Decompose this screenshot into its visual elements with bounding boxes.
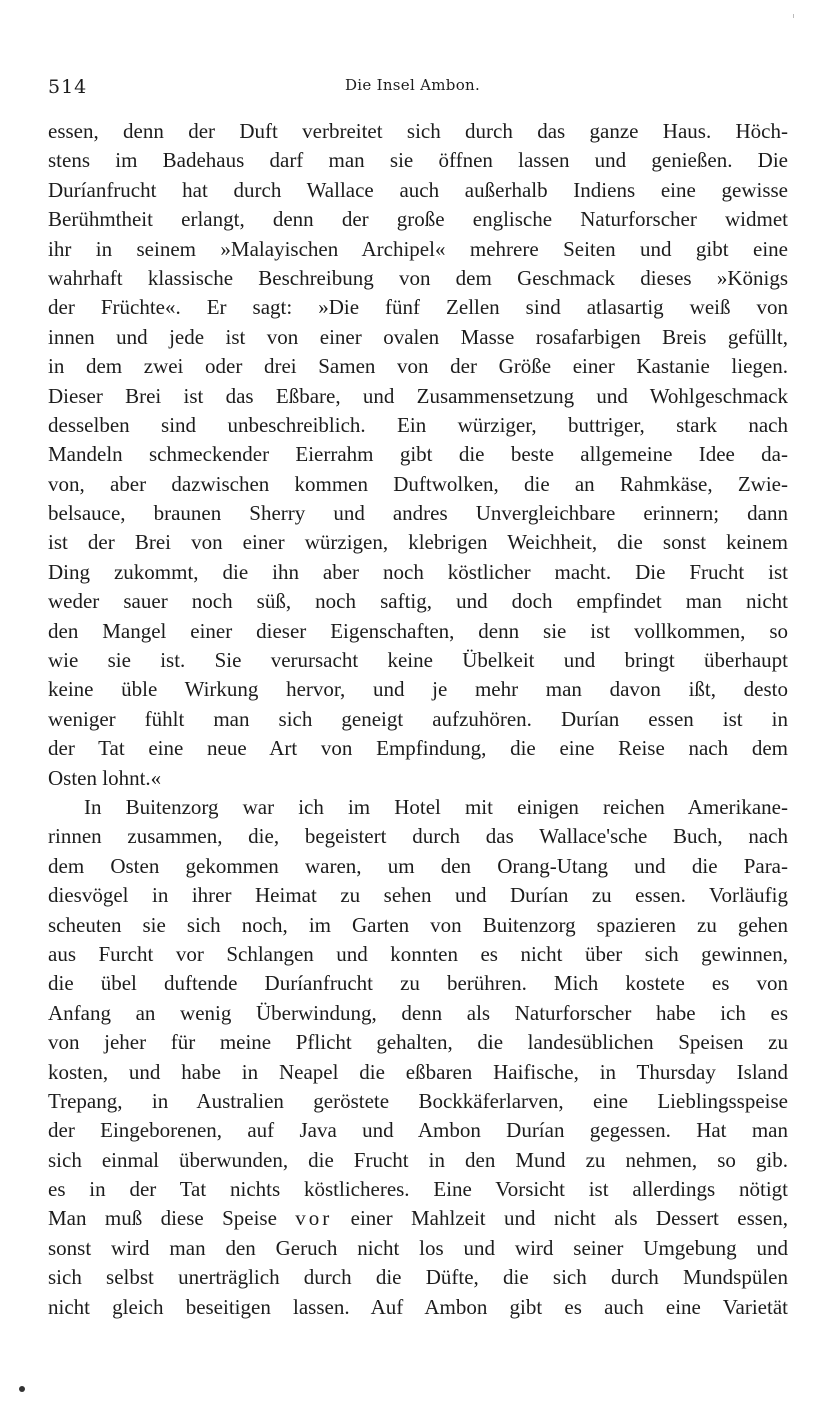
text-line: sich einmal überwunden, die Frucht in den Mund zu nehmen, so gib.	[48, 1147, 788, 1172]
text-segment: einer Mahlzeit und nicht als Dessert essen,	[332, 1206, 788, 1231]
text-line: von jeher für meine Pflicht gehalten, die landesüblichen Speisen zu	[48, 1030, 788, 1055]
text-line: die übel duftende Duríanfrucht zu berühren. Mich kostete es von	[48, 971, 788, 996]
text-line: Anfang an wenig Überwindung, denn als Naturforscher habe ich es	[48, 1000, 788, 1025]
text-line	[48, 1204, 788, 1233]
text-line: aus Furcht vor Schlangen und konnten es nicht über sich gewinnen,	[48, 941, 788, 966]
body-text	[48, 117, 788, 1322]
text-line: nicht gleich beseitigen lassen. Auf Ambon gibt es auch eine Varietät	[48, 1294, 788, 1319]
text-line: in dem zwei oder drei Samen von der Größe einer Kastanie liegen.	[48, 354, 788, 379]
emphasized-word: vor	[295, 1206, 333, 1231]
text-line: sonst wird man den Geruch nicht los und wird seiner Umgebung und	[48, 1235, 788, 1260]
text-line: Osten lohnt.«	[48, 765, 162, 790]
text-line: weniger fühlt man sich geneigt aufzuhören. Durían essen ist in	[48, 706, 788, 731]
scan-speck	[19, 1386, 25, 1392]
text-line: Ding zukommt, die ihn aber noch köstlicher macht. Die Frucht ist	[48, 559, 788, 584]
text-line: Mandeln schmeckender Eierrahm gibt die beste allgemeine Idee da-	[48, 442, 788, 467]
scan-mark	[793, 14, 794, 18]
text-line: Berühmtheit erlangt, denn der große englische Naturforscher widmet	[48, 207, 788, 232]
text-line: der Früchte«. Er sagt: »Die fünf Zellen sind atlasartig weiß von	[48, 295, 788, 320]
text-line: wie sie ist. Sie verursacht keine Übelkeit und bringt überhaupt	[48, 648, 788, 673]
text-line: essen, denn der Duft verbreitet sich durch das ganze Haus. Höch-	[48, 119, 788, 143]
text-line: desselben sind unbeschreiblich. Ein würziger, buttriger, stark nach	[48, 412, 788, 437]
text-line: belsauce, braunen Sherry und andres Unvergleichbare erinnern; dann	[48, 501, 788, 526]
text-line: stens im Badehaus darf man sie öffnen lassen und genießen. Die	[48, 148, 788, 173]
text-line: Trepang, in Australien geröstete Bockkäferlarven, eine Lieblingsspeise	[48, 1088, 788, 1113]
text-line: Dieser Brei ist das Eßbare, und Zusammensetzung und Wohlgeschmack	[48, 383, 788, 408]
text-line: innen und jede ist von einer ovalen Masse rosafarbigen Breis gefüllt,	[48, 324, 788, 349]
text-line: kosten, und habe in Neapel die eßbaren Haifische, in Thursday Island	[48, 1059, 788, 1084]
text-line: scheuten sie sich noch, im Garten von Buitenzorg spazieren zu gehen	[48, 912, 788, 937]
text-line: dem Osten gekommen waren, um den Orang-Utang und die Para-	[48, 853, 788, 878]
text-line: es in der Tat nichts köstlicheres. Eine Vorsicht ist allerdings nötigt	[48, 1177, 788, 1202]
text-line: wahrhaft klassische Beschreibung von dem Geschmack dieses »Königs	[48, 265, 788, 290]
text-line: den Mangel einer dieser Eigenschaften, denn sie ist vollkommen, so	[48, 618, 788, 643]
text-line: ist der Brei von einer würzigen, klebrigen Weichheit, die sonst keinem	[48, 530, 788, 555]
page-number: 514	[48, 76, 88, 98]
text-line: von, aber dazwischen kommen Duftwolken, die an Rahmkäse, Zwie-	[48, 471, 788, 496]
text-line: ihr in seinem »Malayischen Archipel« mehrere Seiten und gibt eine	[48, 236, 788, 261]
text-line: sich selbst unerträglich durch die Düfte, die sich durch Mundspülen	[48, 1265, 788, 1290]
text-line: weder sauer noch süß, noch saftig, und doch empfindet man nicht	[48, 589, 788, 614]
text-segment: Man muß diese Speise	[48, 1206, 296, 1231]
text-line: der Tat eine neue Art von Empfindung, die eine Reise nach dem	[48, 736, 788, 761]
text-line: der Eingeborenen, auf Java und Ambon Durían gegessen. Hat man	[48, 1118, 788, 1143]
text-line: In Buitenzorg war ich im Hotel mit einigen reichen Amerikane-	[84, 794, 788, 819]
text-line: keine üble Wirkung hervor, und je mehr man davon ißt, desto	[48, 677, 788, 702]
page-header	[0, 76, 825, 100]
paragraph-1	[48, 117, 788, 793]
paragraph-2	[48, 793, 788, 1322]
text-line: rinnen zusammen, die, begeistert durch das Wallace'sche Buch, nach	[48, 824, 788, 849]
running-title: Die Insel Ambon.	[344, 76, 481, 94]
text-line: Duríanfrucht hat durch Wallace auch außerhalb Indiens eine gewisse	[48, 177, 788, 202]
text-line: diesvögel in ihrer Heimat zu sehen und Durían zu essen. Vorläufig	[48, 883, 788, 908]
